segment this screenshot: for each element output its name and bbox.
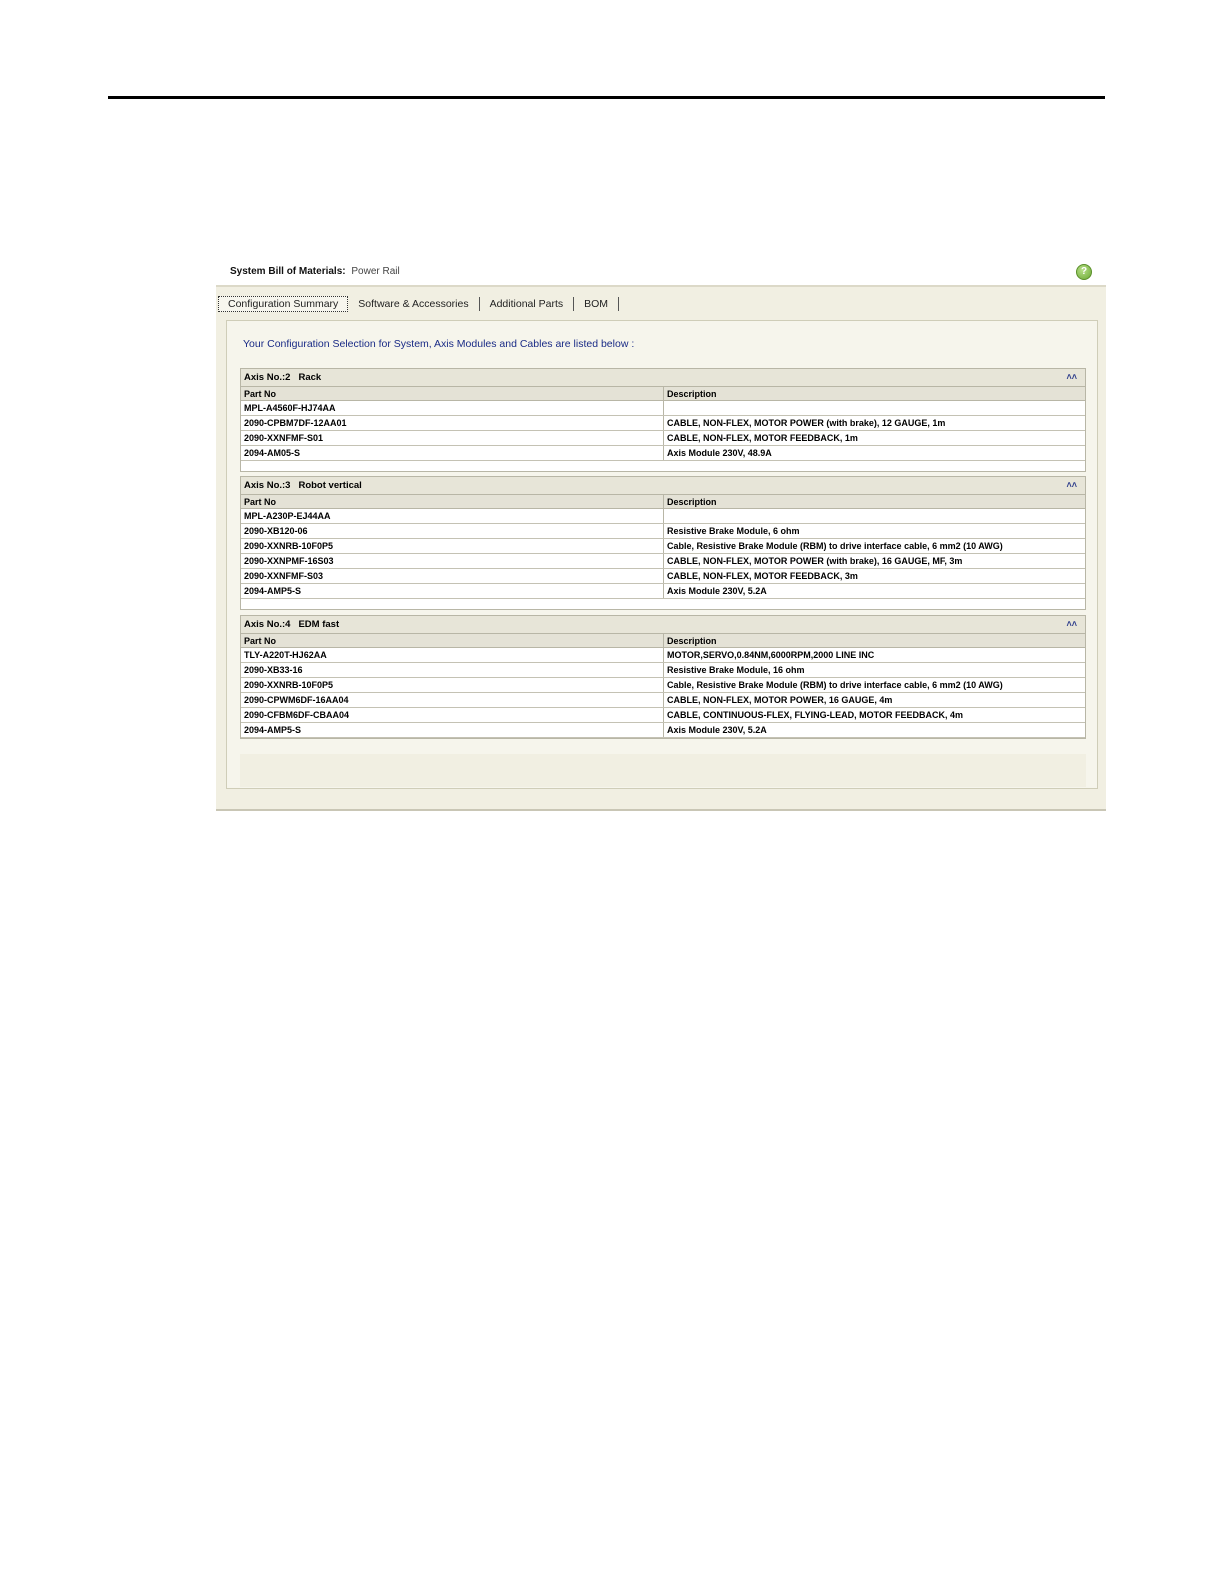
part-no-cell: 2094-AM05-S [241, 446, 664, 461]
column-header-part-no: Part No [241, 495, 664, 509]
table-row [241, 648, 1085, 663]
column-header-part-no: Part No [241, 634, 664, 648]
part-no-cell: MPL-A4560F-HJ74AA [241, 401, 664, 416]
part-no-cell: MPL-A230P-EJ44AA [241, 509, 664, 524]
table-row [241, 524, 1085, 539]
axis-name: Robot vertical [298, 480, 362, 491]
panel-title-system: Power Rail [351, 266, 400, 277]
table-row [241, 693, 1085, 708]
table-row [241, 678, 1085, 693]
description-cell: Resistive Brake Module, 6 ohm [664, 524, 1086, 539]
part-no-cell: 2090-XB33-16 [241, 663, 664, 678]
axis-name: EDM fast [298, 619, 340, 630]
part-no-cell: 2090-XXNFMF-S01 [241, 431, 664, 446]
table-header-row [241, 495, 1085, 509]
part-no-cell: 2090-XXNPMF-16S03 [241, 554, 664, 569]
part-no-cell: 2090-XB120-06 [241, 524, 664, 539]
description-cell: Cable, Resistive Brake Module (RBM) to drive interface cable, 6 mm2 (10 AWG) [664, 539, 1086, 554]
tab-bar [218, 296, 619, 312]
axis-number: Axis No.:2 [244, 372, 291, 383]
tab-software-accessories[interactable]: Software & Accessories [348, 297, 479, 311]
content-footer [240, 754, 1086, 787]
part-no-cell: 2090-XXNRB-10F0P5 [241, 678, 664, 693]
description-cell: MOTOR,SERVO,0.84NM,6000RPM,2000 LINE INC [664, 648, 1086, 663]
axis-number: Axis No.:4 [244, 619, 291, 630]
part-no-cell: 2094-AMP5-S [241, 723, 664, 738]
table-row [241, 401, 1085, 416]
parts-table [241, 495, 1085, 599]
panel-header [216, 262, 1106, 287]
tab-additional-parts[interactable]: Additional Parts [480, 297, 575, 311]
part-no-cell: TLY-A220T-HJ62AA [241, 648, 664, 663]
table-row [241, 431, 1085, 446]
description-cell: CABLE, NON-FLEX, MOTOR FEEDBACK, 1m [664, 431, 1086, 446]
axis-section-footer [241, 461, 1085, 471]
axis-section-footer [241, 599, 1085, 609]
column-header-description: Description [664, 387, 1086, 401]
description-cell [664, 401, 1086, 416]
panel-title-label: System Bill of Materials: [230, 266, 346, 277]
table-row [241, 554, 1085, 569]
table-row [241, 708, 1085, 723]
part-no-cell: 2090-CPWM6DF-16AA04 [241, 693, 664, 708]
part-no-cell: 2090-XXNRB-10F0P5 [241, 539, 664, 554]
table-header-row [241, 634, 1085, 648]
description-cell: Axis Module 230V, 48.9A [664, 446, 1086, 461]
parts-table [241, 634, 1085, 738]
collapse-icon[interactable]: ˄˄ [1066, 480, 1077, 490]
table-row [241, 723, 1085, 738]
description-cell: Resistive Brake Module, 16 ohm [664, 663, 1086, 678]
description-cell [664, 509, 1086, 524]
axis-section-header[interactable] [241, 369, 1085, 387]
axis-number: Axis No.:3 [244, 480, 291, 491]
page-top-rule [108, 96, 1105, 99]
axis-section-header[interactable] [241, 477, 1085, 495]
column-header-part-no: Part No [241, 387, 664, 401]
axis-section [240, 476, 1086, 610]
part-no-cell: 2090-CFBM6DF-CBAA04 [241, 708, 664, 723]
table-row [241, 446, 1085, 461]
configuration-summary-content [226, 320, 1098, 789]
table-row [241, 584, 1085, 599]
description-cell: CABLE, NON-FLEX, MOTOR FEEDBACK, 3m [664, 569, 1086, 584]
axis-section [240, 615, 1086, 739]
description-cell: Cable, Resistive Brake Module (RBM) to drive interface cable, 6 mm2 (10 AWG) [664, 678, 1086, 693]
axis-section [240, 368, 1086, 472]
part-no-cell: 2094-AMP5-S [241, 584, 664, 599]
description-cell: CABLE, NON-FLEX, MOTOR POWER, 16 GAUGE, 4m [664, 693, 1086, 708]
description-cell: Axis Module 230V, 5.2A [664, 584, 1086, 599]
part-no-cell: 2090-CPBM7DF-12AA01 [241, 416, 664, 431]
tab-bom[interactable]: BOM [574, 297, 619, 311]
column-header-description: Description [664, 634, 1086, 648]
axis-name: Rack [298, 372, 322, 383]
panel-title [230, 266, 400, 277]
collapse-icon[interactable]: ˄˄ [1066, 372, 1077, 382]
table-header-row [241, 387, 1085, 401]
column-header-description: Description [664, 495, 1086, 509]
description-cell: Axis Module 230V, 5.2A [664, 723, 1086, 738]
parts-table [241, 387, 1085, 461]
bom-panel [216, 262, 1106, 811]
table-row [241, 663, 1085, 678]
table-row [241, 569, 1085, 584]
intro-text: Your Configuration Selection for System, Axis Modules and Cables are listed below : [243, 338, 635, 350]
table-row [241, 539, 1085, 554]
description-cell: CABLE, CONTINUOUS-FLEX, FLYING-LEAD, MOTOR FEEDBACK, 4m [664, 708, 1086, 723]
help-icon[interactable]: ? [1076, 264, 1092, 280]
part-no-cell: 2090-XXNFMF-S03 [241, 569, 664, 584]
axis-section-header[interactable] [241, 616, 1085, 634]
description-cell: CABLE, NON-FLEX, MOTOR POWER (with brake), 12 GAUGE, 1m [664, 416, 1086, 431]
description-cell: CABLE, NON-FLEX, MOTOR POWER (with brake), 16 GAUGE, MF, 3m [664, 554, 1086, 569]
table-row [241, 416, 1085, 431]
tab-configuration-summary[interactable]: Configuration Summary [218, 296, 348, 312]
collapse-icon[interactable]: ˄˄ [1066, 619, 1077, 629]
table-row [241, 509, 1085, 524]
